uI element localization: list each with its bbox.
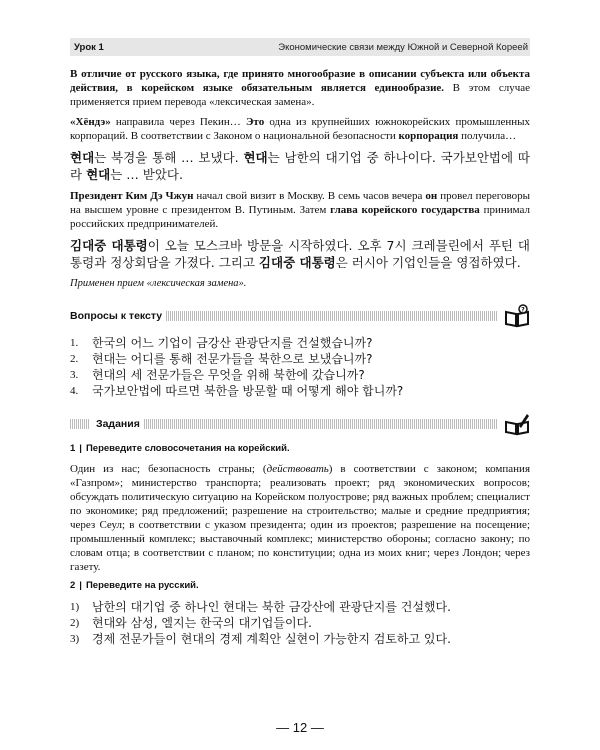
section-divider-lead (70, 419, 90, 429)
example2-russian (70, 189, 530, 231)
task-title-text: Переведите на русский. (85, 580, 199, 591)
list-text: 현대와 삼성, 엘지는 한국의 대기업들이다. (92, 616, 312, 630)
task1-title (70, 443, 530, 454)
example1-korean (70, 149, 530, 183)
intro-paragraph (70, 67, 530, 109)
ex1-ko-bold-a: 현대 (70, 150, 95, 165)
ex1-ru-text-b: направила через Пекин… (110, 116, 246, 128)
ex2-ru-text-b: начал свой визит в Москву. В семь часов вечера (193, 190, 426, 202)
tasks-section-header (70, 413, 530, 435)
task1-text-a: Один из нас; безопасность страны; ( (70, 463, 267, 475)
list-text: 한국의 어느 기업이 금강산 관광단지를 건설했습니까? (92, 336, 373, 350)
list-number: 1) (70, 601, 80, 613)
ex1-ko-bold-e: 현대 (86, 167, 111, 182)
task1-text-c: ) в соответствии с законом; компания «Газпром»; министерство транспорта; реализовать проект; ряд экономических вопросов; обсуждать политическую ситуацию на Корейском полуострове; ряд важных проблем; специалист по экономике; ряд предложений; разрешение на строительство; малые и средние предприятия; через Сеул; в соответствии с указом президента; один из проектов; разрешение на посещение; промышленный комплекс; выставочный комплекс; министерство обороны; согласно закону; по словам отца; в соответствии с планом; по конституции; одна из моих книг; через Лондон; через газету. (70, 463, 530, 573)
ex2-ko-bold-a: 김대중 대통령 (70, 238, 148, 253)
ex2-ru-bold-e: глава корейского государства (330, 204, 480, 216)
list-text: 남한의 대기업 중 하나인 현대는 북한 금강산에 관광단지를 건설했다. (92, 600, 451, 614)
list-text: 현대는 어디를 통해 전문가들을 북한으로 보냈습니까? (92, 352, 373, 366)
page-content (70, 67, 530, 653)
ex1-ru-bold-a: «Хёндэ» (70, 116, 111, 128)
intro-bold: В отличие от русского языка, где принято многообразие в описании субъекта или объекта действия, в корейском языке обязательным является единообразие. (70, 68, 530, 94)
intro-rest: В этом случае применяется прием перевода «лексическая замена». (70, 82, 531, 108)
list-text: 국가보안법에 따르면 북한을 방문할 때 어떻게 해야 합니까? (92, 384, 404, 398)
ex1-ko-text-d: 는 남한의 대기업 중 하나이다. 국가보안법에 따라 (70, 150, 530, 182)
ex1-ru-text-d: одна из крупнейших южнокорейских промышленных корпораций. В соответствии с Законом о национальной безопасности (70, 116, 530, 142)
ex2-ko-bold-c: 김대중 대통령 (258, 255, 336, 270)
example2-korean (70, 237, 530, 271)
svg-text:?: ? (521, 306, 525, 314)
task-number: 1 (70, 443, 76, 454)
list-text: 현대의 세 전문가들은 무엇을 위해 북한에 갔습니까? (92, 368, 365, 382)
list-number: 3) (70, 633, 80, 645)
task-separator: | (79, 580, 82, 591)
list-number: 2) (70, 617, 80, 629)
running-header (70, 38, 530, 56)
ex2-ru-text-f: принимал российских предпринимателей. (70, 204, 530, 230)
questions-title: Вопросы к тексту (70, 310, 163, 322)
list-item (70, 631, 530, 647)
section-divider (144, 419, 498, 429)
task-title-text: Переведите словосочетания на корейский. (85, 443, 290, 454)
list-number: 4. (70, 385, 79, 397)
ex1-ru-bold-c: Это (245, 116, 265, 128)
list-number: 1. (70, 337, 79, 349)
list-item (70, 367, 530, 383)
list-number: 3. (70, 369, 79, 381)
task2-list (70, 599, 530, 647)
example1-russian (70, 115, 530, 143)
task2-title (70, 580, 530, 591)
list-item (70, 599, 530, 615)
book-pen-icon (504, 412, 530, 436)
book-question-icon (504, 304, 530, 328)
questions-section-header (70, 305, 530, 327)
tasks-title: Задания (96, 418, 140, 430)
list-text: 경제 전문가들이 현대의 경제 계획안 실현이 가능한지 검토하고 있다. (92, 632, 451, 646)
task1-text (70, 462, 530, 574)
list-number: 2. (70, 353, 79, 365)
ex2-ru-text-d: провел переговоры на высшем уровне с президентом В. Путиным. Затем (70, 190, 530, 216)
questions-list (70, 335, 530, 399)
ex1-ko-text-b: 는 북경을 통해 … 보냈다. (94, 150, 244, 165)
list-item (70, 351, 530, 367)
task-number: 2 (70, 580, 76, 591)
lesson-topic: Экономические связи между Южной и Северной Кореей (278, 41, 528, 53)
ex2-ko-text-d: 은 러시아 기업인들을 영접하였다. (335, 255, 521, 270)
list-item (70, 335, 530, 351)
list-item (70, 615, 530, 631)
task-separator: | (79, 443, 82, 454)
ex1-ko-text-f: 는 … 받았다. (110, 167, 183, 182)
page-number: — 12 — (276, 720, 324, 735)
ex2-ko-text-b: 이 오늘 모스크바 방문을 시작하였다. 오후 7시 크레믈린에서 푸틴 대통령과 정상회담을 가졌다. 그리고 (70, 238, 530, 270)
task1-text-italic: действовать (266, 463, 329, 475)
list-item (70, 383, 530, 399)
section-divider (166, 311, 498, 321)
ex1-ru-text-f: получила… (458, 130, 517, 142)
lesson-label: Урок 1 (74, 41, 104, 53)
ex1-ru-bold-e: корпорация (398, 130, 459, 142)
ex1-ko-bold-c: 현대 (243, 150, 268, 165)
ex2-ru-bold-c: он (425, 190, 438, 202)
example2-note: Применен прием «лексическая замена». (70, 278, 247, 289)
ex2-ru-bold-a: Президент Ким Дэ Чжун (70, 190, 194, 202)
